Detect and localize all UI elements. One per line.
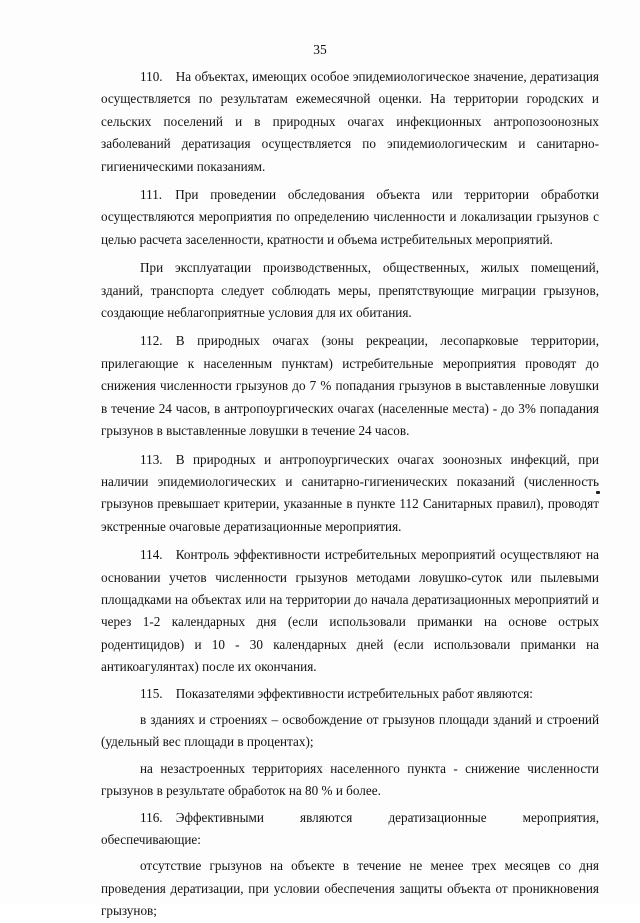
paragraph-116-no-rodents: отсутствие грызунов на объекте в течение не менее трех месяцев со дня проведения дератизации, при условии обеспечения защиты объекта от проникновения грызунов; xyxy=(101,858,599,919)
paragraph-111: 111. При проведении обследования объекта или территории обработки осуществляются мероприятия по определению численности и локализации грызунов с целью расчета заселенности, кратности и объема истребительных мероприятий. xyxy=(101,187,599,247)
paragraph-110: 110. На объектах, имеющих особое эпидемиологическое значение, дератизация осуществляется по результатам ежемесячной оценки. На территории городских и сельских поселений и в природных очагах инфекционных антропозоонозных заболеваний дератизация осуществляется по эпидемиологическим и санитарно-гигиеническими показаниям. xyxy=(101,69,599,174)
paragraph-112: 112. В природных очагах (зоны рекреации, лесопарковые территории, прилегающие к населенным пунктам) истребительные мероприятия проводят до снижения численности грызунов до 7 % попадания грызунов в выставленные ловушки в течение 24 часов, в антропоургических очагах (населенные места) - до 3% попадания грызунов в выставленные ловушки в течение 24 часов. xyxy=(101,333,599,439)
paragraph-113: 113. В природных и антропоургических очагах зоонозных инфекций, при наличии эпидемиологических и санитарно-гигиенических показаний (численность грызунов превышает критерии, указанные в пункте 112 Санитарных правил), проводят экстренные очаговые дератизационные мероприятия. xyxy=(101,451,599,534)
scan-speck xyxy=(596,491,600,494)
paragraph-114: 114. Контроль эффективности истребительных мероприятий осуществляют на основании учетов численности грызунов методами ловушко-суток или пылевыми площадками на объектах или на территории до начала дератизационных мероприятий и через 1-2 календарных дня (если использовали приманки на основе острых родентицидов) и 10 - 30 календарных дней (если использовали приманки на антикоагулянтах) после их окончания. xyxy=(101,547,599,675)
paragraph-115-buildings: в зданиях и строениях – освобождение от грызунов площади зданий и строений (удельный вес площади в процентах); xyxy=(101,711,599,750)
paragraph-115-open-territories: на незастроенных территориях населенного пункта - снижение численности грызунов в результате обработок на 80 % и более. xyxy=(101,760,599,799)
page-number: 35 xyxy=(313,42,327,57)
paragraph-116: 116. Эффективными являются дератизационные мероприятия, обеспечивающие: xyxy=(101,809,599,847)
paragraph-111-rodent-migration: При эксплуатации производственных, общественных, жилых помещений, зданий, транспорта следует соблюдать меры, препятствующие миграции грызунов, создающие неблагоприятные условия для их обитания. xyxy=(101,260,599,321)
document-body xyxy=(101,66,599,923)
paragraph-115: 115. Показателями эффективности истребительных работ являются: xyxy=(140,685,533,701)
